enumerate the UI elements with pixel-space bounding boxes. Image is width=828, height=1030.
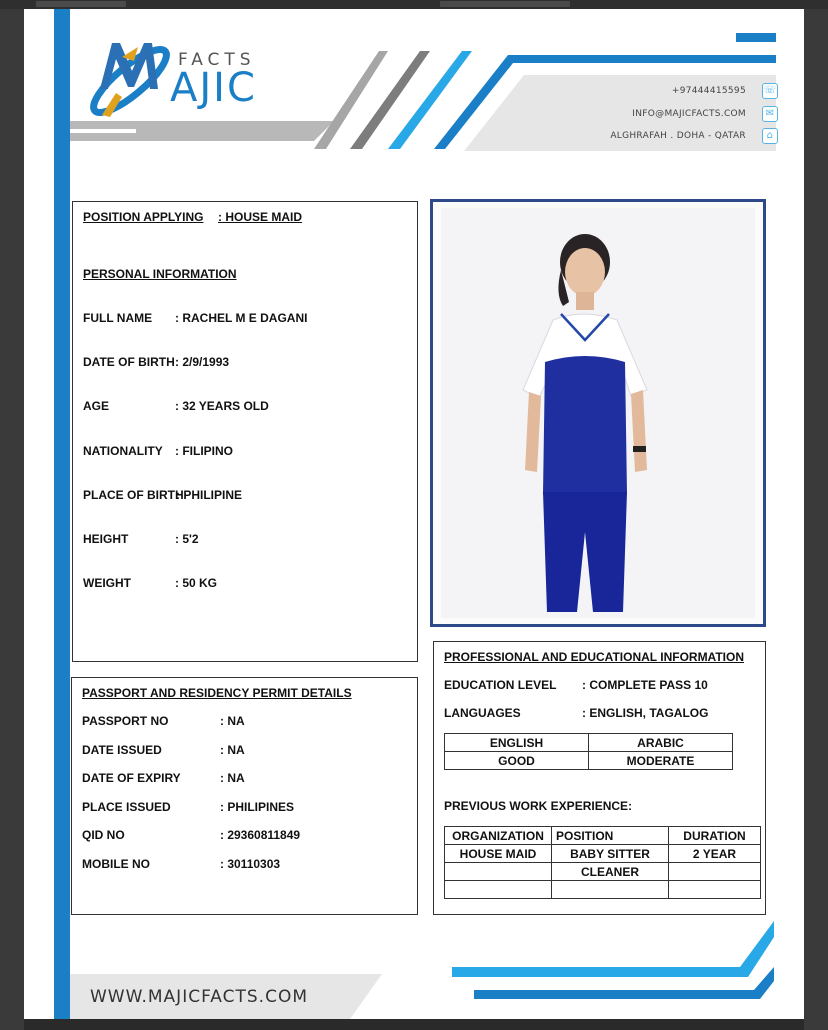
work-experience-title: PREVIOUS WORK EXPERIENCE:: [444, 799, 633, 813]
table-cell: [669, 881, 761, 899]
languages-label: LANGUAGES: [444, 706, 521, 720]
mail-icon: ✉: [762, 106, 778, 122]
table-cell: [445, 863, 552, 881]
personal-info-box: [72, 201, 418, 662]
passport-no-value: : NA: [220, 714, 245, 728]
table-row: [445, 752, 733, 770]
full-name-label: FULL NAME: [83, 311, 153, 325]
table-row: [445, 827, 761, 845]
email-text: INFO@MAJICFACTS.COM: [632, 109, 746, 119]
table-cell: MODERATE: [589, 752, 733, 770]
birthplace-value: : PHILIPINE: [176, 488, 243, 502]
height-value: : 5'2: [175, 532, 199, 546]
education-label: EDUCATION LEVEL: [444, 678, 557, 692]
table-cell: ORGANIZATION: [445, 827, 552, 845]
education-value: : COMPLETE PASS 10: [582, 678, 708, 692]
table-cell: [445, 881, 552, 899]
birthplace-label: PLACE OF BIRTH: [83, 488, 184, 502]
qid-label: QID NO: [82, 828, 125, 842]
table-row: [445, 881, 761, 899]
contact-email: [524, 106, 775, 122]
position-label: POSITION APPLYING: [83, 210, 204, 224]
personal-section-title: PERSONAL INFORMATION: [83, 267, 237, 281]
professional-box: [433, 641, 766, 915]
viewer-top-strip: [0, 0, 828, 9]
phone-icon: ☏: [762, 83, 778, 99]
previous-page-ghost: [36, 1, 126, 7]
weight-label: WEIGHT: [83, 576, 131, 590]
applicant-photo: [430, 199, 766, 627]
website-url: WWW.MAJICFACTS.COM: [90, 987, 308, 1007]
phone-text: +97444415595: [671, 86, 746, 96]
dob-value: : 2/9/1993: [175, 355, 230, 369]
weight-value: : 50 KG: [175, 576, 218, 590]
table-cell: POSITION: [552, 827, 669, 845]
date-issued-value: : NA: [220, 743, 245, 757]
work-table: [444, 826, 761, 899]
logo-big-text: AJIC: [170, 65, 257, 111]
age-value: : 32 YEARS OLD: [175, 399, 269, 413]
nationality-label: NATIONALITY: [83, 444, 163, 458]
applicant-figure: [433, 202, 763, 624]
dob-label: DATE OF BIRTH: [83, 355, 175, 369]
home-icon: ⌂: [762, 128, 778, 144]
place-issued-value: : PHILIPINES: [220, 800, 295, 814]
table-cell: [552, 881, 669, 899]
contact-phone: [524, 83, 777, 99]
height-label: HEIGHT: [83, 532, 129, 546]
expiry-value: : NA: [220, 771, 245, 785]
expiry-label: DATE OF EXPIRY: [82, 771, 181, 785]
cv-page: [24, 9, 804, 1019]
table-cell: 2 YEAR: [669, 845, 761, 863]
mobile-label: MOBILE NO: [82, 857, 150, 871]
table-cell: HOUSE MAID: [445, 845, 552, 863]
table-cell: [669, 863, 761, 881]
previous-page-ghost: [440, 1, 570, 7]
table-cell: CLEANER: [552, 863, 669, 881]
position-value: : HOUSE MAID: [218, 210, 302, 224]
address-text: ALGHRAFAH . DOHA - QATAR: [610, 131, 746, 141]
table-cell: BABY SITTER: [552, 845, 669, 863]
majic-logo: [82, 31, 292, 123]
full-name-value: : RACHEL M E DAGANI: [175, 311, 308, 325]
nationality-value: : FILIPINO: [175, 444, 233, 458]
professional-section-title: PROFESSIONAL AND EDUCATIONAL INFORMATION: [444, 650, 744, 664]
contact-address: [524, 128, 774, 144]
passport-section-title: PASSPORT AND RESIDENCY PERMIT DETAILS: [82, 686, 352, 700]
place-issued-label: PLACE ISSUED: [82, 800, 171, 814]
logo-small-text: FACTS: [178, 50, 256, 70]
table-cell: DURATION: [669, 827, 761, 845]
table-row: [445, 845, 761, 863]
table-cell: ENGLISH: [445, 734, 589, 752]
languages-value: : ENGLISH, TAGALOG: [582, 706, 709, 720]
viewer-bottom-strip: [24, 1019, 804, 1030]
passport-no-label: PASSPORT NO: [82, 714, 169, 728]
passport-box: [71, 677, 418, 915]
age-label: AGE: [83, 399, 110, 413]
mobile-value: : 30110303: [220, 857, 281, 871]
qid-value: : 29360811849: [220, 828, 301, 842]
language-table: [444, 733, 733, 770]
table-cell: ARABIC: [589, 734, 733, 752]
table-row: [445, 734, 733, 752]
table-cell: GOOD: [445, 752, 589, 770]
date-issued-label: DATE ISSUED: [82, 743, 162, 757]
table-row: [445, 863, 761, 881]
